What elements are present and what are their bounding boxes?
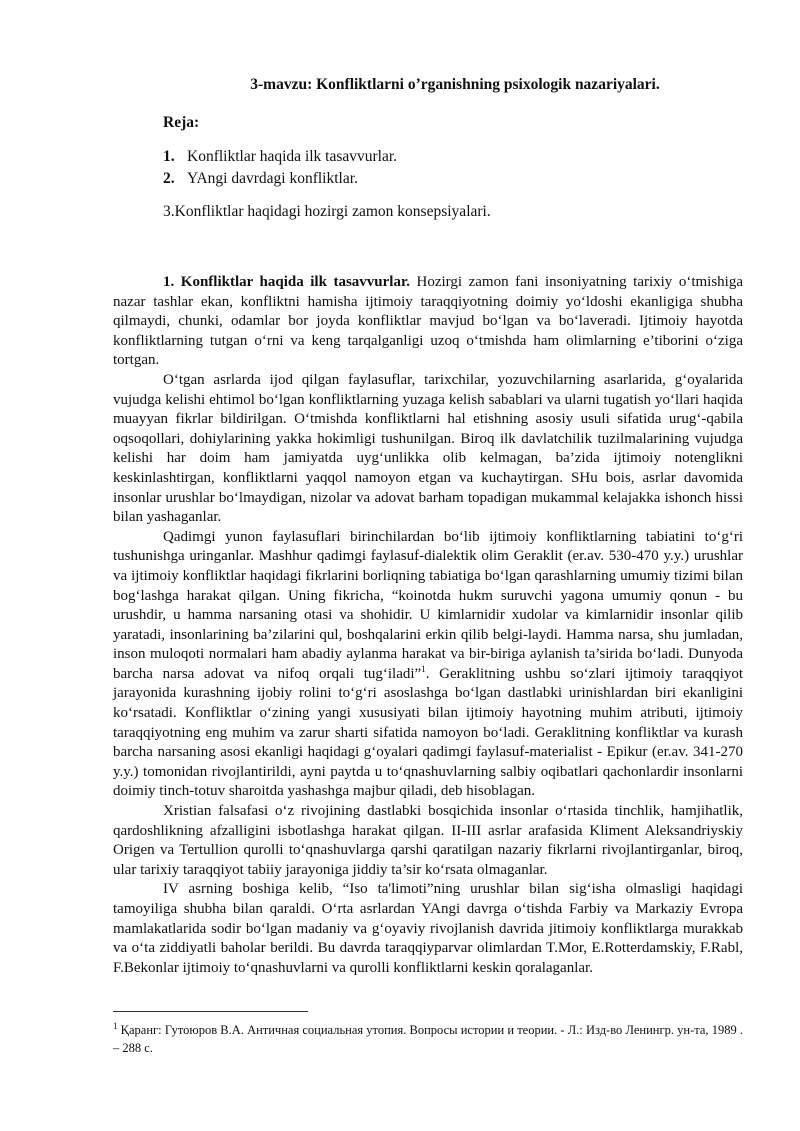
plan-item-number: 1.: [163, 148, 175, 165]
paragraph: Xristian falsafasi o‘z rivojining dastlabki bosqichida insonlar o‘rtasida tinchlik, hamjihatlik, qardoshlikning afzalligini isbotlashga harakat qilgan. II-III asrlar arafasida Kliment Aleksandriyskiy Origen va Tertullion qurolli to‘qnashuvlarga qarshi qaratilgan nazariy fikrlarni rivojlantirganlar, biroq, ular tarixiy taraqqiyot tabiiy jarayoniga jiddiy ta’sir ko‘rsata olmaganlar.: [113, 803, 743, 878]
paragraph-text: Hozirgi zamon fani insoniyatning tarixiy o‘tmishiga nazar tashlar ekan, konfliktni hamisha ijtimoiy taraqqiyotning doimiy yo‘ldoshi ekanligiga shubha qilmaydi, chunki, odamlar bor joyda konfliktlar mavjud bo‘lgan va bo‘laveradi. Ijtimoiy hayotda konfliktlarning tutgan o‘rni va keng tarqalganligi uzoq o‘tmishda ham olimlarning e’tiborini o‘ziga tortgan.: [113, 274, 743, 369]
footnote-divider: [113, 1011, 308, 1012]
paragraph-text: . Geraklitning ushbu so‘zlari ijtimoiy taraqqiyot jarayonida kurashning ijobiy rolini to‘g‘ri asoslashga bo‘lgan dastlabki urinishlardan biri ekanligini ko‘rsatadi. Konfliktlar o‘zining yangi xususiyati bilan ijtimoiy hayotning muhim atributi, ijtimoiy taraqqiyotning eng muhim va zarur sharti sifatida namoyon bo‘ladi. Geraklitning konfliktlar va kurash barcha narsaning asosi ekanligi haqidagi g‘oyalari qadimgi faylasuf-materialist - Epikur (er.av. 341-270 y.y.) tomonidan rivojlantirildi, ayni paytda u to‘qnashuvlarning salbiy oqibatlari qachonlardir insonlarni doimiy tinch-totuv sharoitda yashashga majbur qiladi, deb hisoblagan.: [113, 665, 743, 800]
footnote-text: Қаранг: Гутоюров В.А. Античная социальная утопия. Вопросы истории и теории. - Л.: Изд-во Ленингр. ун-та, 1989 . – 288 с.: [113, 1023, 743, 1055]
plan-list: [163, 146, 397, 190]
footnote-reference[interactable]: 1: [421, 663, 426, 674]
footnote-marker: 1: [113, 1020, 118, 1031]
paragraph: [113, 528, 743, 802]
plan-heading: Reja:: [163, 114, 200, 131]
paragraph: O‘tgan asrlarda ijod qilgan faylasuflar, tarixchilar, yozuvchilarning asarlarida, g‘oyalarida vujudga kelishi ehtimol bo‘lgan konfliktlarning yuzaga kelish sabablari va ularni tugatish yo‘llari haqida muayyan fikrlar bildirilgan. O‘tmishda konfliktlarni hal etishning asosiy usuli sifatida urug‘-qabila oqsoqollari, dohiylarining yakka hokimligi tushunilgan. Biroq ilk davlatchilik tuzilmalarining vujudga kelishi har doim ham jamiyatda uyg‘unlikka olib kelmagan, ba’zida ijtimoiy notenglikni keskinlashtirgan, konfliktlarni yaqqol namoyon etgan va kuchaytirgan. SHu bois, asrlar davomida insonlar urushlar bo‘lmaydigan, nizolar va adovat barham topadigan mukammal kelajakka ishonch hissi bilan yashaganlar.: [113, 371, 743, 526]
plan-item: [163, 146, 397, 168]
plan-item-number: 2.: [163, 170, 175, 187]
plan-item-3: 3.Konfliktlar haqidagi hozirgi zamon konsepsiyalari.: [163, 203, 491, 220]
plan-item: [163, 168, 397, 190]
page-title: 3-mavzu: Konfliktlarni o’rganishning psixologik nazariyalari.: [250, 76, 660, 93]
footnote: [113, 1021, 743, 1057]
section-body: [113, 273, 743, 978]
paragraph-text: Qadimgi yunon faylasuflari birinchilardan bo‘lib ijtimoiy konfliktlarning tabiatini to‘g‘ri tushunishga uringanlar. Mashhur qadimgi faylasuf-dialektik olim Geraklit (er.av. 530-470 y.y.) urushlar va ijtimoiy konfliktlar haqidagi fikrlarini borliqning tabiatiga bo‘lgan qarashlarning umumiy tizimi bilan bog‘lashga harakat qilgan. Uning fikricha, “koinotda hukm suruvchi yagona umumiy qonun - bu urushdir, u hamma narsaning otasi va shohidir. U kimlarnidir xudolar va kimlarnidir insonlar qilib yaratadi, insonlarining ba’zilarini qul, boshqalarini erkin qilib belgi-laydi. Hamma narsa, shu jumladan, inson muloqoti normalari ham abadiy aylanma harakat va bir-biriga aylanish ta’sirida bo‘ladi. Dunyoda barcha narsa adovat va nifoq orqali tug‘iladi”: [113, 528, 743, 682]
paragraph: IV asrning boshiga kelib, “Iso ta'limoti”ning urushlar bilan sig‘isha olmasligi haqidagi tamoyiliga shubha bilan qaraldi. O‘rta asrlardan YAngi davrga o‘tishda Farbiy va Markaziy Evropa mamlakatlarida sodir bo‘lgan madaniy va g‘oyaviy rivojlanish davrida jitimoiy konfliktlarga murakkab va o‘ta ziddiyatli baholar berildi. Bu davrda taraqqiyparvar olimlardan T.Mor, E.Rotterdamskiy, F.Rabl, F.Bekonlar ijtimoiy to‘qnashuvlarni va qurolli konfliktlarni keskin qoralaganlar.: [113, 881, 743, 976]
plan-item-text: YAngi davrdagi konfliktlar.: [187, 170, 358, 187]
section-heading: 1. Konfliktlar haqida ilk tasavvurlar.: [163, 274, 410, 290]
paragraph: [113, 273, 743, 371]
plan-item-text: Konfliktlar haqida ilk tasavvurlar.: [187, 148, 398, 165]
